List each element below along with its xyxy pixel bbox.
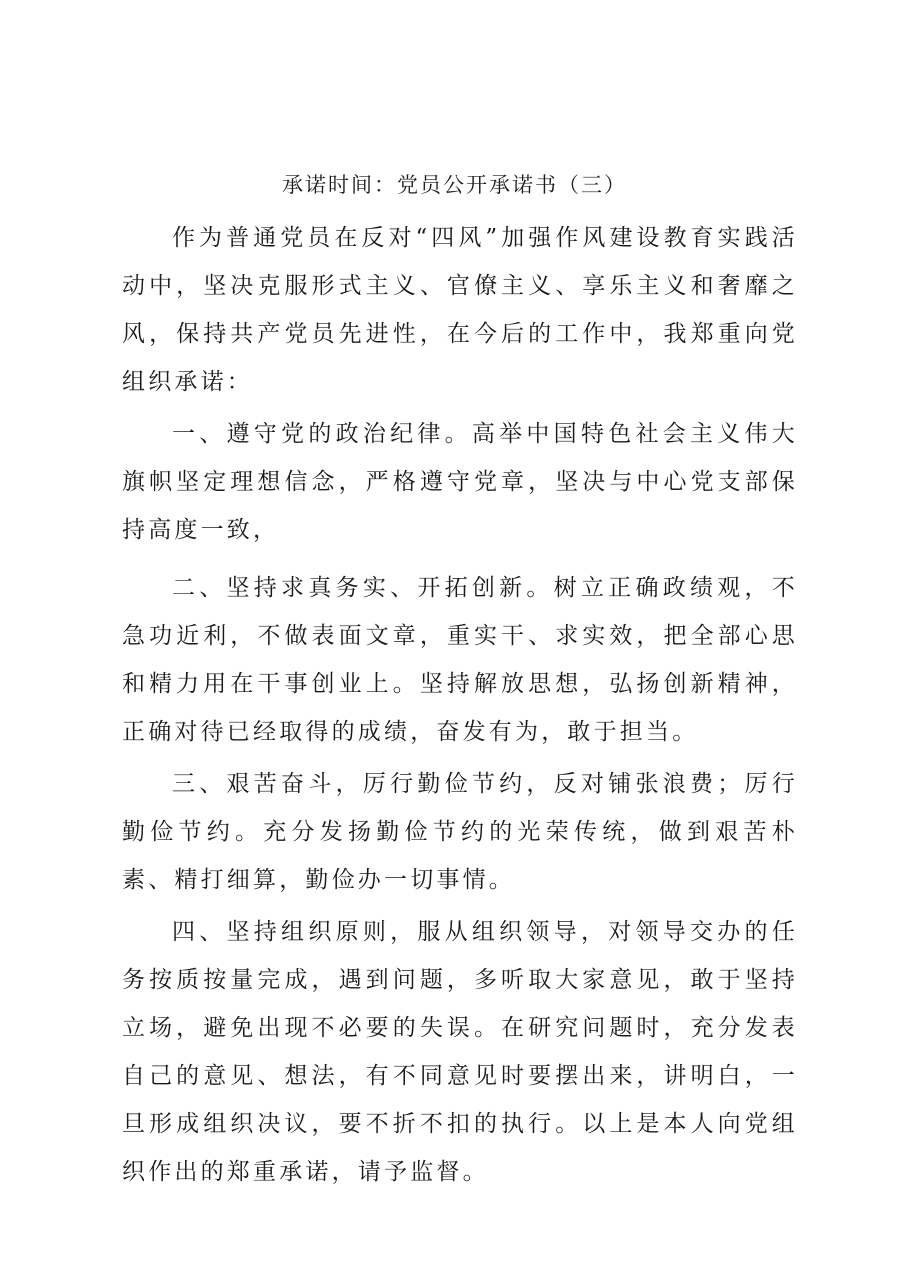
paragraph-point-4: 四、坚持组织原则，服从组织领导，对领导交办的任务按质按量完成，遇到问题，多听取大家意见，敢于坚持立场，避免出现不必要的失误。在研究问题时，充分发表自己的意见、想法，有不同意见时要摆出来，讲明白，一旦形成组织决议，要不折不扣的执行。以上是本人向党组织作出的郑重承诺，请予监督。 bbox=[122, 919, 798, 1185]
paragraph-point-2: 二、坚持求真务实、开拓创新。树立正确政绩观，不急功近利，不做表面文章，重实干、求实效，把全部心思和精力用在干事创业上。坚持解放思想，弘扬创新精神，正确对待已经取得的成绩，奋发有为，敢于担当。 bbox=[122, 575, 798, 745]
paragraph-point-3: 三、艰苦奋斗，厉行勤俭节约，反对铺张浪费；厉行勤俭节约。充分发扬勤俭节约的光荣传统，做到艰苦朴素、精打细算，勤俭办一切事情。 bbox=[122, 771, 798, 893]
document-body bbox=[122, 214, 798, 1200]
paragraph-point-1: 一、遵守党的政治纪律。高举中国特色社会主义伟大旗帜坚定理想信念，严格遵守党章，坚决与中心党支部保持高度一致， bbox=[122, 421, 798, 543]
paragraph-intro: 作为普通党员在反对“四风”加强作风建设教育实践活动中，坚决克服形式主义、官僚主义、享乐主义和奢靡之风，保持共产党员先进性，在今后的工作中，我郑重向党组织承诺： bbox=[122, 225, 798, 395]
document-title: 承诺时间：党员公开承诺书（三） bbox=[282, 173, 627, 197]
